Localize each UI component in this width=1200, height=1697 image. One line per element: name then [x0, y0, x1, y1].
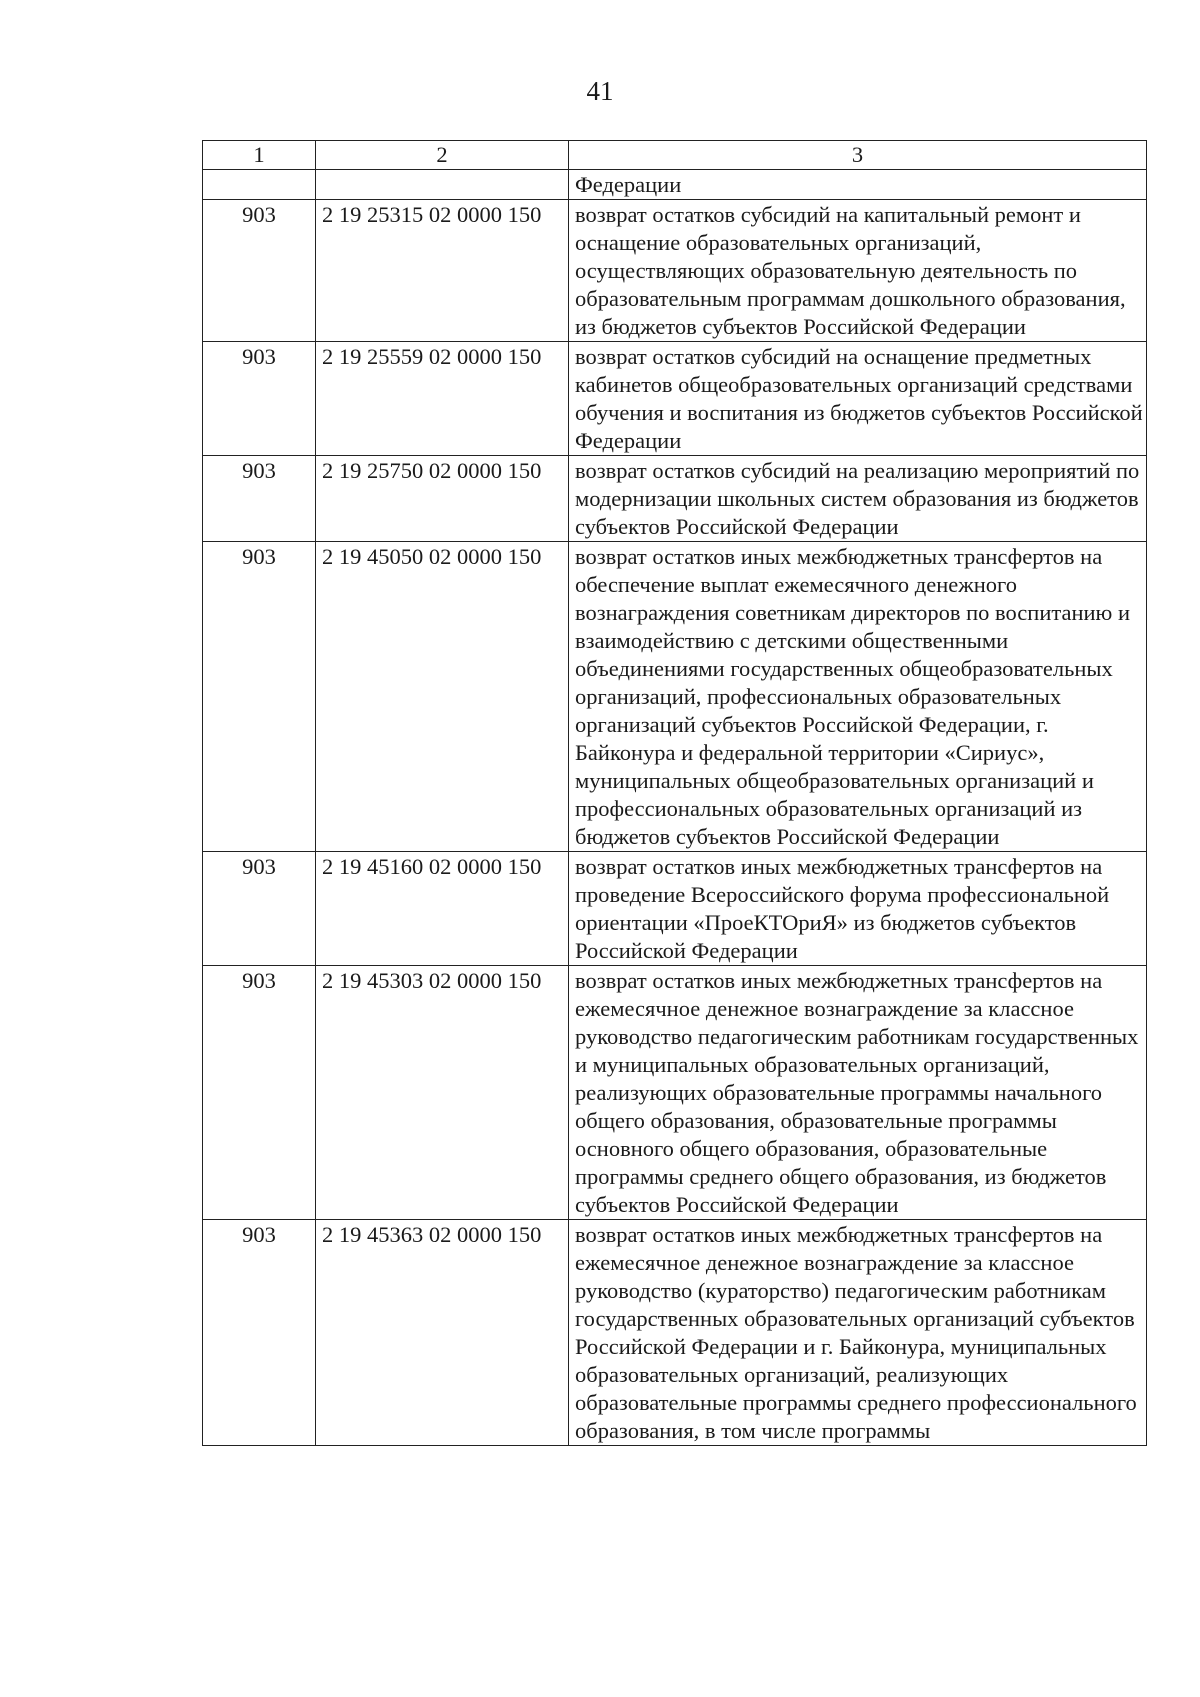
income-description-cell: возврат остатков субсидий на реализацию мероприятий по модернизации школьных систем образования из бюджетов субъектов Российской Федерации	[569, 456, 1147, 542]
income-description-cell: возврат остатков субсидий на капитальный ремонт и оснащение образовательных организаций, осуществляющих образовательную деятельность по образовательным программам дошкольного образования, из бюджетов субъектов Российской Федерации	[569, 200, 1147, 342]
income-description-cell: возврат остатков субсидий на оснащение предметных кабинетов общеобразовательных организаций средствами обучения и воспитания из бюджетов субъектов Российской Федерации	[569, 342, 1147, 456]
admin-code-cell: 903	[203, 852, 316, 966]
column-number-2: 2	[316, 141, 569, 170]
admin-code-cell: 903	[203, 1220, 316, 1446]
income-description-cell: возврат остатков иных межбюджетных трансфертов на проведение Всероссийского форума профессиональной ориентации «ПроеКТОриЯ» из бюджетов субъектов Российской Федерации	[569, 852, 1147, 966]
table-row	[203, 542, 1147, 852]
income-description-cell: Федерации	[569, 170, 1147, 200]
admin-code-cell: 903	[203, 966, 316, 1220]
page-number: 41	[586, 76, 614, 106]
budget-classification-table	[202, 140, 1147, 1446]
kbk-code-cell	[316, 170, 569, 200]
table-row	[203, 966, 1147, 1220]
income-description-cell: возврат остатков иных межбюджетных трансфертов на обеспечение выплат ежемесячного денежного вознаграждения советникам директоров по воспитанию и взаимодействию с детскими общественными объединениями государственных общеобразовательных организаций, профессиональных образовательных организаций субъектов Российской Федерации, г. Байконура и федеральной территории «Сириус», муниципальных общеобразовательных организаций и профессиональных образовательных организаций из бюджетов субъектов Российской Федерации	[569, 542, 1147, 852]
admin-code-cell: 903	[203, 342, 316, 456]
income-description-cell: возврат остатков иных межбюджетных трансфертов на ежемесячное денежное вознаграждение за классное руководство педагогическим работникам государственных и муниципальных образовательных организаций, реализующих образовательные программы начального общего образования, образовательные программы основного общего образования, образовательные программы среднего общего образования, из бюджетов субъектов Российской Федерации	[569, 966, 1147, 1220]
kbk-code-cell: 2 19 25315 02 0000 150	[316, 200, 569, 342]
table-row	[203, 170, 1147, 200]
kbk-code-cell: 2 19 45303 02 0000 150	[316, 966, 569, 1220]
kbk-code-cell: 2 19 25559 02 0000 150	[316, 342, 569, 456]
column-number-1: 1	[203, 141, 316, 170]
table-header-row	[203, 141, 1147, 170]
table-row	[203, 456, 1147, 542]
admin-code-cell: 903	[203, 456, 316, 542]
table-body	[203, 141, 1147, 1446]
kbk-code-cell: 2 19 25750 02 0000 150	[316, 456, 569, 542]
column-number-3: 3	[569, 141, 1147, 170]
table-row	[203, 200, 1147, 342]
admin-code-cell: 903	[203, 542, 316, 852]
table-row	[203, 342, 1147, 456]
kbk-code-cell: 2 19 45160 02 0000 150	[316, 852, 569, 966]
admin-code-cell: 903	[203, 200, 316, 342]
kbk-code-cell: 2 19 45050 02 0000 150	[316, 542, 569, 852]
admin-code-cell	[203, 170, 316, 200]
kbk-code-cell: 2 19 45363 02 0000 150	[316, 1220, 569, 1446]
income-description-cell: возврат остатков иных межбюджетных трансфертов на ежемесячное денежное вознаграждение за классное руководство (кураторство) педагогическим работникам государственных образовательных организаций субъектов Российской Федерации и г. Байконура, муниципальных образовательных организаций, реализующих образовательные программы среднего профессионального образования, в том числе программы	[569, 1220, 1147, 1446]
table-row	[203, 852, 1147, 966]
table-row	[203, 1220, 1147, 1446]
